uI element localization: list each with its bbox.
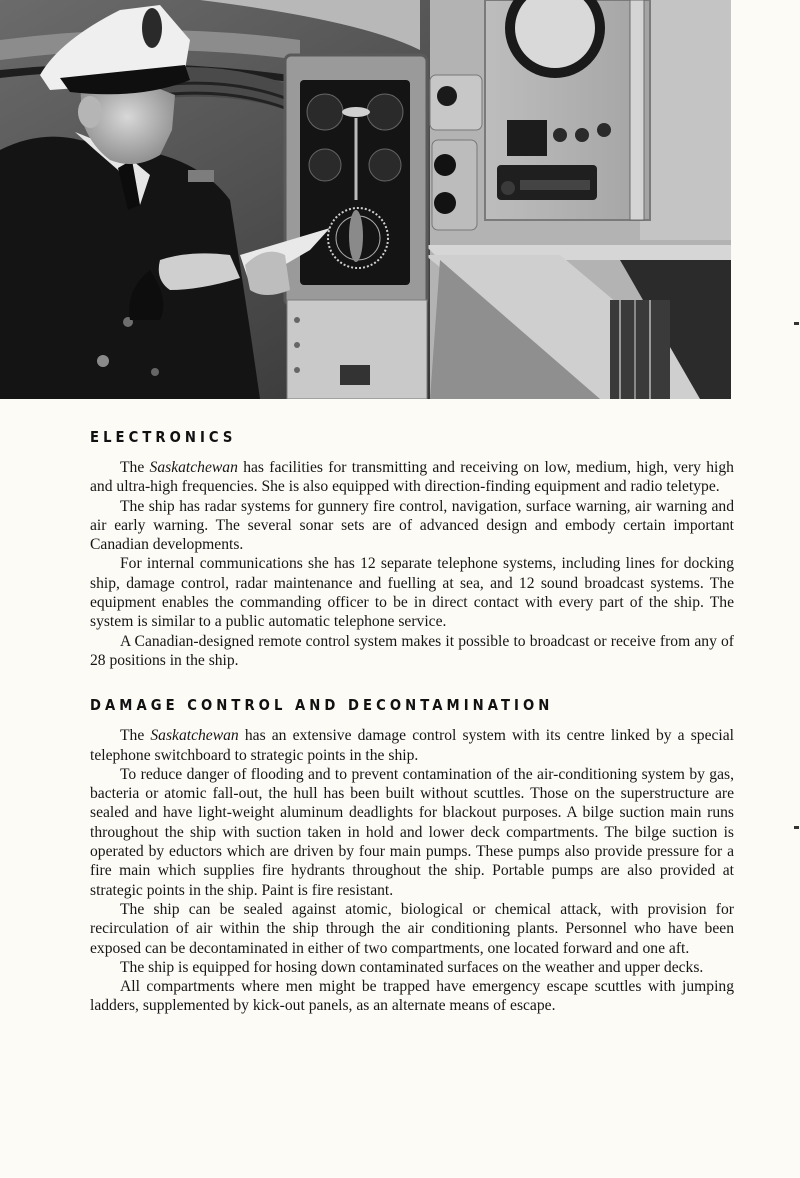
paragraph: The Saskatchewan has facilities for transmitting and receiving on low, medium, high, very high and ultra-high frequencies. She is also equipped with direction-finding equipment and radio teletype. [90,459,734,496]
paragraph: The ship can be sealed against atomic, biological or chemical attack, with provision for recirculation of air within the ship through the air conditioning plants. Personnel who have been exposed can be decontaminated in either of two compartments, one located forward and one aft. [90,900,734,957]
paragraph: All compartments where men might be trapped have emergency escape scuttles with jumping ladders, supplemented by kick-out panels, as an alternate means of escape. [90,978,734,1015]
photo-illustration [0,0,731,399]
section-heading: ELECTRONICS [90,428,237,446]
paragraph: For internal communications she has 12 separate telephone systems, including lines for docking ship, damage control, radar maintenance and fuelling at sea, and 12 sound broadcast systems. The equipment enables the commanding officer to be in direct contact with every part of the ship. The system is similar to a public automatic telephone service. [90,555,734,631]
section-body [90,458,734,670]
article-content [90,428,734,1016]
margin-mark [794,826,799,829]
section-body [90,726,734,1015]
officer-console-photo [0,0,731,399]
paragraph: A Canadian-designed remote control system makes it possible to broadcast or receive from any of 28 positions in the ship. [90,632,734,669]
section-electronics [90,428,734,670]
ship-name: Saskatchewan [149,459,238,476]
paragraph: The ship has radar systems for gunnery fire control, navigation, surface warning, air warning and air early warning. The several sonar sets are of advanced design and embody certain important Canadian developments. [90,497,734,554]
ship-name: Saskatchewan [150,727,239,745]
paragraph: The Saskatchewan has an extensive damage control system with its centre linked by a special telephone switchboard to strategic points in the ship. [90,727,734,764]
margin-mark [794,322,799,325]
section-damage-control [90,696,734,1015]
paragraph: The ship is equipped for hosing down contaminated surfaces on the weather and upper decks. [120,958,704,976]
paragraph: To reduce danger of flooding and to prevent contamination of the air-conditioning system by gas, bacteria or atomic fall-out, the hull has been built without scuttles. Those on the superstructure are sealed and have light-weight aluminum deadlights for blackout purposes. A bilge suction main runs throughout the ship with suction taken in hold and lower deck compartments. The bilge suction is operated by eductors which are driven by four main pumps. These pumps also provide pressure for a fire main which supplies fire hydrants throughout the ship. Portable pumps are also provided at strategic points in the ship. Paint is fire resistant. [90,765,734,899]
section-heading: DAMAGE CONTROL AND DECONTAMINATION [90,696,554,715]
